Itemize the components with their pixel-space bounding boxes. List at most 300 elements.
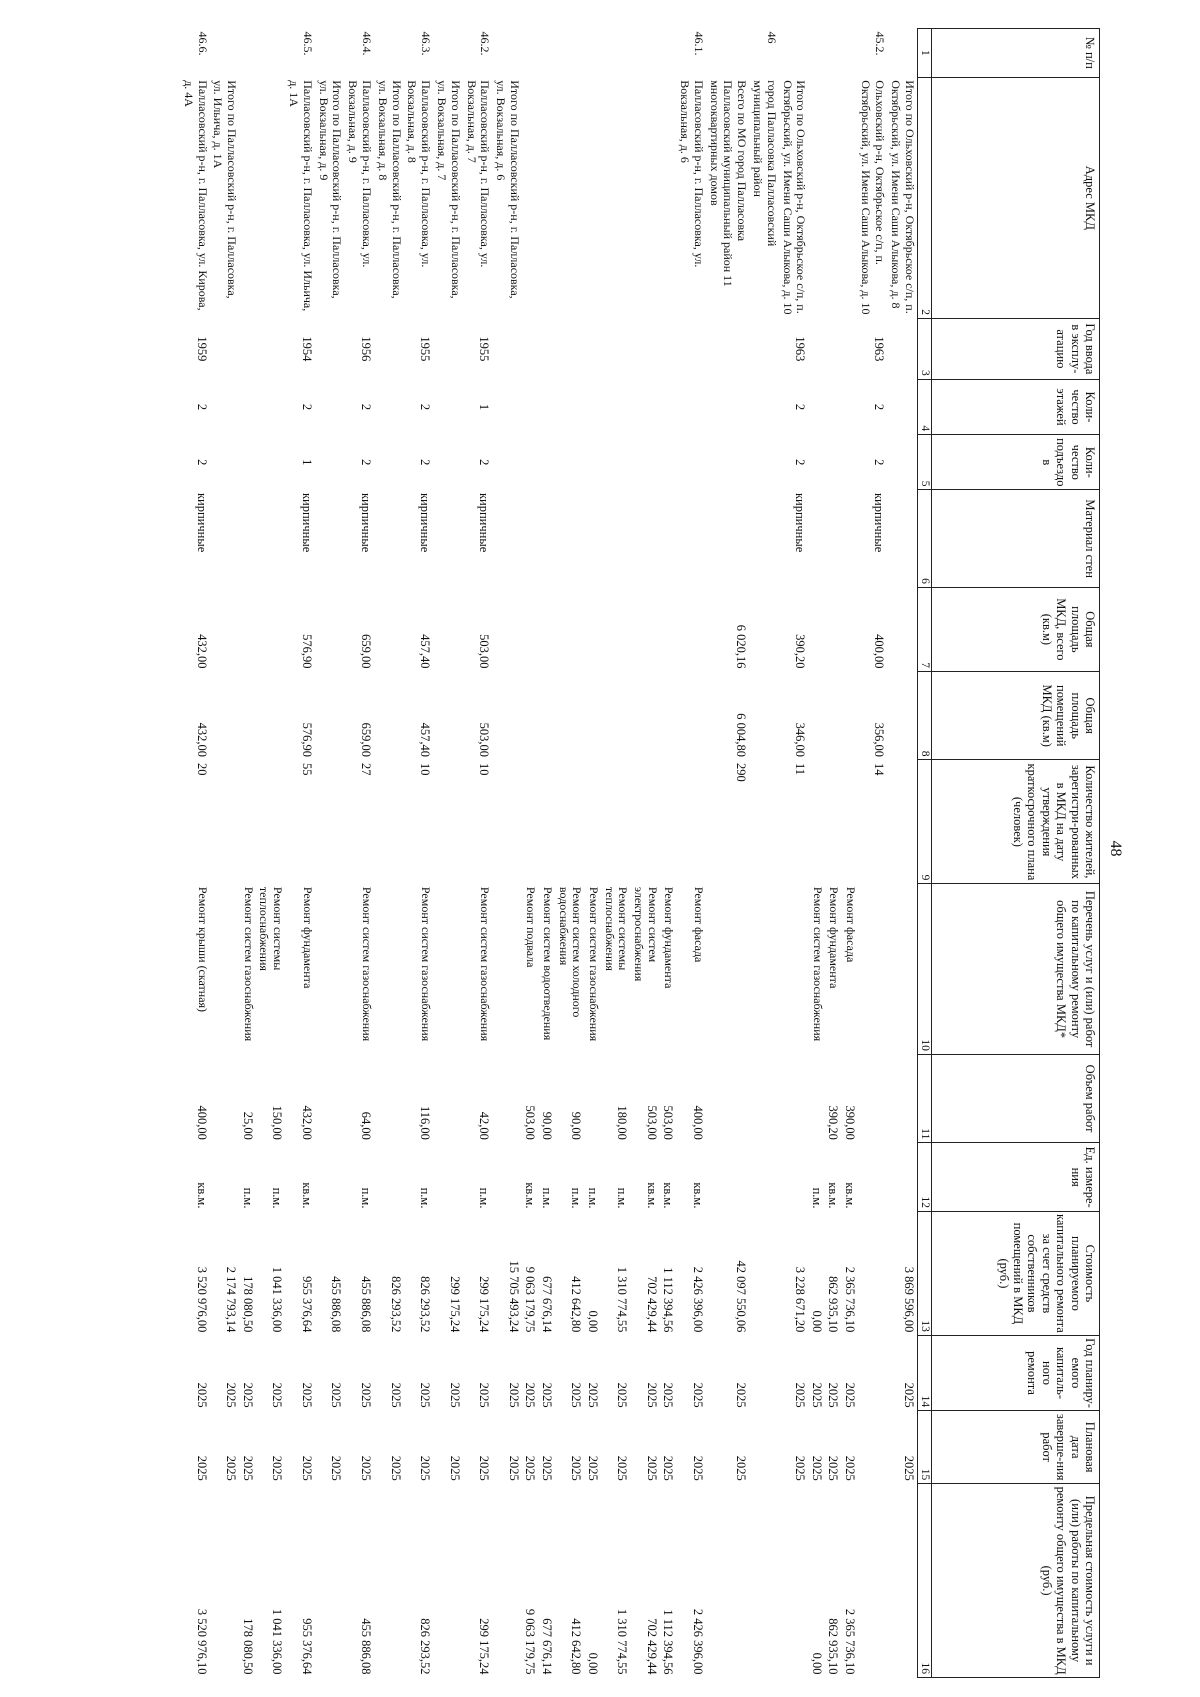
cell-address bbox=[601, 77, 631, 318]
table-row bbox=[315, 29, 345, 1678]
cell-cost: 0,00 bbox=[809, 1310, 824, 1333]
cell-entrances bbox=[433, 435, 463, 490]
cell-floors bbox=[538, 379, 554, 434]
cell-residents bbox=[841, 760, 857, 884]
cell-cost: 955 376,64 bbox=[299, 1276, 314, 1333]
cell-plan-year: 2025 bbox=[826, 1382, 841, 1408]
cell-floors bbox=[601, 379, 631, 434]
cell-material: кирпичные bbox=[299, 492, 314, 553]
cell-year: 1963 bbox=[872, 336, 887, 362]
cell-area-premises bbox=[660, 671, 676, 760]
cell-floors bbox=[584, 379, 600, 434]
cell-cost: 826 293,52 bbox=[388, 1276, 403, 1333]
column-number-1: 1 bbox=[917, 29, 931, 78]
cell-year: 1956 bbox=[359, 336, 374, 362]
cell-material bbox=[315, 490, 345, 587]
cell-plan-year: 2025 bbox=[329, 1382, 344, 1408]
cell-residents bbox=[887, 760, 917, 884]
cell-work-type: Ремонт систем газоснабжения bbox=[419, 886, 434, 1042]
cell-limit: 0,00 bbox=[809, 1652, 824, 1675]
cell-material: кирпичные bbox=[793, 492, 808, 553]
cell-plan-year: 2025 bbox=[809, 1382, 824, 1408]
cell-volume: 503,00 bbox=[644, 1105, 659, 1140]
cell-address bbox=[584, 77, 600, 318]
cell-address bbox=[660, 77, 676, 318]
table-row bbox=[808, 29, 824, 1678]
cell-material bbox=[676, 490, 706, 587]
cell-year bbox=[841, 318, 857, 379]
cell-work-type bbox=[706, 884, 749, 1054]
cell-unit bbox=[706, 1143, 749, 1212]
cell-floors: 2 bbox=[793, 403, 808, 411]
cell-year: 1963 bbox=[793, 336, 808, 362]
cell-cost: 1 310 774,55 bbox=[615, 1266, 630, 1333]
cell-unit: кв.м. bbox=[299, 1182, 314, 1209]
cell-material: кирпичные bbox=[477, 492, 492, 553]
cell-area-total bbox=[601, 587, 631, 671]
column-number-8: 8 bbox=[917, 671, 931, 760]
cell-material bbox=[538, 490, 554, 587]
column-number-10: 10 bbox=[917, 884, 931, 1054]
cell-plan-year: 2025 bbox=[901, 1382, 916, 1408]
table-row bbox=[433, 29, 463, 1678]
cell-floors bbox=[676, 379, 706, 434]
cell-volume: 390,00 bbox=[842, 1105, 857, 1140]
cell-address: Палласовский р-н, г. Палласовка, ул. Вокзальная, д. 6 bbox=[678, 80, 706, 268]
cell-plan-year: 2025 bbox=[734, 1382, 749, 1408]
column-header-15: Плановая дата заверше-ния работ bbox=[932, 1411, 1100, 1484]
cell-residents bbox=[433, 760, 463, 884]
cell-cost: 3 520 976,00 bbox=[194, 1266, 209, 1333]
column-number-15: 15 bbox=[917, 1411, 931, 1484]
cell-limit: 1 310 774,55 bbox=[615, 1608, 630, 1675]
cell-plan-year: 2025 bbox=[569, 1382, 584, 1408]
cell-plan-year: 2025 bbox=[447, 1382, 462, 1408]
table-row bbox=[522, 29, 538, 1678]
cell-volume: 90,00 bbox=[569, 1111, 584, 1140]
cell-floors bbox=[808, 379, 824, 434]
cell-num bbox=[538, 29, 554, 78]
column-number-13: 13 bbox=[917, 1211, 931, 1335]
cell-address: Итого по Палласовский р-н, г. Палласовка, ул. Вокзальная, д. 6 bbox=[494, 80, 523, 299]
cell-num bbox=[256, 29, 286, 78]
cell-area-total bbox=[492, 587, 522, 671]
cell-plan-year: 2025 bbox=[523, 1382, 538, 1408]
cell-limit: 955 376,64 bbox=[299, 1618, 314, 1675]
cell-end-year: 2025 bbox=[901, 1455, 916, 1481]
cell-work-type bbox=[779, 884, 809, 1054]
cell-address: город Палласовка Палласовский муниципальный район bbox=[751, 80, 779, 247]
cell-work-type: Ремонт фундамента bbox=[827, 886, 842, 989]
cell-year bbox=[315, 318, 345, 379]
cell-work-type: Ремонт систем холодного водоснабжения bbox=[556, 886, 585, 1018]
cell-area-total: 432,00 bbox=[194, 634, 209, 669]
cell-work-type: Ремонт систем газоснабжения bbox=[586, 886, 601, 1042]
cell-entrances bbox=[706, 435, 749, 490]
cell-work-type: Ремонт систем газоснабжения bbox=[810, 886, 825, 1042]
cell-end-year: 2025 bbox=[826, 1455, 841, 1481]
cell-unit: кв.м. bbox=[826, 1182, 841, 1209]
cell-year bbox=[749, 318, 779, 379]
cell-volume: 25,00 bbox=[240, 1111, 255, 1140]
column-number-9: 9 bbox=[917, 760, 931, 884]
cell-floors: 2 bbox=[359, 403, 374, 411]
cell-plan-year: 2025 bbox=[194, 1382, 209, 1408]
cell-work-type: Ремонт системы теплоснабжения bbox=[257, 886, 286, 971]
cell-area-total bbox=[808, 587, 824, 671]
table-row bbox=[749, 29, 779, 1678]
cell-entrances bbox=[676, 435, 706, 490]
cell-entrances: 2 bbox=[872, 459, 887, 466]
cell-limit: 862 935,10 bbox=[826, 1618, 841, 1675]
column-header-13: Стоимость планируемого капитального ремонта за счет средств собственников помещений в МКД (руб.) bbox=[932, 1211, 1100, 1335]
cell-floors bbox=[315, 379, 345, 434]
cell-area-total bbox=[584, 587, 600, 671]
cell-residents bbox=[584, 760, 600, 884]
cell-entrances bbox=[584, 435, 600, 490]
cell-floors: 2 bbox=[872, 403, 887, 411]
cell-unit: п.м. bbox=[539, 1187, 554, 1209]
cell-limit bbox=[374, 1484, 404, 1678]
cell-limit: 702 429,44 bbox=[644, 1618, 659, 1675]
cell-work-type bbox=[315, 884, 345, 1054]
cell-residents bbox=[256, 760, 286, 884]
cell-work-type bbox=[433, 884, 463, 1054]
cell-area-total bbox=[522, 587, 538, 671]
cell-year bbox=[210, 318, 240, 379]
cell-volume bbox=[433, 1054, 463, 1143]
column-header-12: Ед. измере-ния bbox=[932, 1143, 1100, 1212]
cell-end-year: 2025 bbox=[539, 1455, 554, 1481]
cell-area-premises bbox=[239, 671, 255, 760]
cell-work-type: Ремонт фундамента bbox=[300, 886, 315, 989]
cell-unit bbox=[492, 1143, 522, 1212]
column-number-14: 14 bbox=[917, 1335, 931, 1410]
cell-year bbox=[433, 318, 463, 379]
cell-unit: кв.м. bbox=[644, 1182, 659, 1209]
cell-plan-year: 2025 bbox=[793, 1382, 808, 1408]
cell-floors bbox=[256, 379, 286, 434]
cell-year bbox=[522, 318, 538, 379]
cell-entrances bbox=[374, 435, 404, 490]
table-row bbox=[660, 29, 676, 1678]
cell-plan-year: 2025 bbox=[359, 1382, 374, 1408]
cell-area-premises bbox=[676, 671, 706, 760]
cell-unit bbox=[858, 1143, 888, 1212]
cell-area-premises: 6 004,80 bbox=[734, 713, 749, 757]
cell-end-year: 2025 bbox=[388, 1455, 403, 1481]
cell-material: кирпичные bbox=[194, 492, 209, 553]
cell-material bbox=[239, 490, 255, 587]
cell-address: Итого по Ольховский р-н, Октябрьское с/п, п. Октябрьский, ул. Имени Саши Алыкова, д. 8 bbox=[888, 80, 917, 314]
cell-volume bbox=[374, 1054, 404, 1143]
cell-address: Палласовский р-н, г. Палласовка, ул. Вокзальная, д. 8 bbox=[405, 80, 434, 268]
cell-unit bbox=[315, 1143, 345, 1212]
cell-floors bbox=[841, 379, 857, 434]
cell-num: 45.2. bbox=[873, 31, 888, 56]
cell-address: Палласовский р-н, г. Палласовка, ул. Вокзальная, д. 7 bbox=[464, 80, 493, 268]
cell-end-year: 2025 bbox=[447, 1455, 462, 1481]
cell-volume: 64,00 bbox=[359, 1111, 374, 1140]
cell-plan-year: 2025 bbox=[270, 1382, 285, 1408]
cell-unit bbox=[779, 1143, 809, 1212]
table-row bbox=[779, 29, 809, 1678]
column-number-7: 7 bbox=[917, 587, 931, 671]
cell-year bbox=[256, 318, 286, 379]
cell-end-year: 2025 bbox=[734, 1455, 749, 1481]
cell-volume: 390,20 bbox=[826, 1105, 841, 1140]
table-row bbox=[841, 29, 857, 1678]
cell-address: Ольховский р-н, Октябрьское с/п, п. Октябрьский, ул. Имени Саши Алыкова, д. 10 bbox=[859, 80, 888, 315]
cell-residents bbox=[749, 760, 779, 884]
cell-work-type: Ремонт систем электроснабжения bbox=[632, 886, 660, 982]
cell-address bbox=[825, 77, 841, 318]
column-number-3: 3 bbox=[917, 318, 931, 379]
cell-area-premises: 346,00 bbox=[793, 722, 808, 757]
table-header bbox=[917, 29, 1099, 1678]
cell-end-year bbox=[858, 1411, 888, 1484]
cell-residents bbox=[538, 760, 554, 884]
cell-entrances bbox=[256, 435, 286, 490]
cell-material bbox=[555, 490, 585, 587]
cell-num bbox=[841, 29, 857, 78]
cell-area-total: 457,40 bbox=[418, 634, 433, 669]
cell-address bbox=[239, 77, 255, 318]
cell-end-year: 2025 bbox=[615, 1455, 630, 1481]
cell-limit bbox=[210, 1484, 240, 1678]
cell-plan-year: 2025 bbox=[644, 1382, 659, 1408]
cell-address: Всего по МО город Палласовка Палласовский муниципальный район 11 многоквартирных домов bbox=[707, 80, 750, 287]
cell-end-year: 2025 bbox=[270, 1455, 285, 1481]
cell-end-year: 2025 bbox=[418, 1455, 433, 1481]
cell-area-premises bbox=[749, 671, 779, 760]
column-number-4: 4 bbox=[917, 379, 931, 434]
cell-area-total bbox=[749, 587, 779, 671]
cell-volume: 90,00 bbox=[539, 1111, 554, 1140]
cell-residents: 10 bbox=[477, 762, 492, 776]
cell-area-total bbox=[256, 587, 286, 671]
cell-address bbox=[256, 77, 286, 318]
cell-unit: кв.м. bbox=[661, 1182, 676, 1209]
cell-cost: 826 293,52 bbox=[418, 1276, 433, 1333]
capital-repair-table bbox=[180, 28, 1100, 1678]
cell-end-year: 2025 bbox=[299, 1455, 314, 1481]
page-number: 48 bbox=[1107, 840, 1124, 857]
cell-cost: 1 041 336,00 bbox=[270, 1266, 285, 1333]
cell-entrances bbox=[492, 435, 522, 490]
cell-limit: 0,00 bbox=[585, 1652, 600, 1675]
table-row bbox=[706, 29, 749, 1678]
cell-plan-year: 2025 bbox=[585, 1382, 600, 1408]
cell-plan-year: 2025 bbox=[539, 1382, 554, 1408]
table-row bbox=[887, 29, 917, 1678]
cell-year bbox=[538, 318, 554, 379]
cell-area-premises bbox=[555, 671, 585, 760]
cell-area-premises: 432,00 bbox=[194, 722, 209, 757]
cell-work-type: Ремонт фасада bbox=[691, 886, 706, 963]
cell-plan-year: 2025 bbox=[661, 1382, 676, 1408]
cell-end-year: 2025 bbox=[240, 1455, 255, 1481]
cell-cost: 677 676,14 bbox=[539, 1276, 554, 1333]
cell-entrances: 2 bbox=[477, 459, 492, 466]
cell-material bbox=[808, 490, 824, 587]
cell-material bbox=[210, 490, 240, 587]
cell-entrances bbox=[630, 435, 660, 490]
cell-plan-year: 2025 bbox=[690, 1382, 705, 1408]
cell-cost: 299 175,24 bbox=[447, 1276, 462, 1333]
cell-limit: 677 676,14 bbox=[539, 1618, 554, 1675]
cell-unit: кв.м. bbox=[523, 1182, 538, 1209]
cell-work-type: Ремонт крыши (скатная) bbox=[195, 886, 210, 1013]
cell-end-year: 2025 bbox=[194, 1455, 209, 1481]
cell-address: Палласовский р-н, г. Палласовка, ул. Вокзальная, д. 9 bbox=[346, 80, 375, 268]
cell-limit bbox=[433, 1484, 463, 1678]
cell-area-total bbox=[239, 587, 255, 671]
cell-residents bbox=[210, 760, 240, 884]
cell-cost: 299 175,24 bbox=[477, 1276, 492, 1333]
cell-limit: 412 642,80 bbox=[569, 1618, 584, 1675]
cell-num bbox=[630, 29, 660, 78]
cell-unit bbox=[749, 1143, 779, 1212]
cell-residents bbox=[492, 760, 522, 884]
table-row bbox=[404, 29, 434, 1678]
cell-area-premises: 659,00 bbox=[359, 722, 374, 757]
cell-num bbox=[433, 29, 463, 78]
cell-num bbox=[584, 29, 600, 78]
cell-num bbox=[706, 29, 749, 78]
cell-cost: 2 365 736,10 bbox=[842, 1266, 857, 1333]
cell-num: 46 bbox=[764, 31, 779, 44]
table-body bbox=[180, 29, 917, 1678]
cell-address bbox=[538, 77, 554, 318]
cell-plan-year: 2025 bbox=[240, 1382, 255, 1408]
column-number-12: 12 bbox=[917, 1143, 931, 1212]
cell-area-premises bbox=[315, 671, 345, 760]
cell-material: кирпичные bbox=[872, 492, 887, 553]
cell-plan-year: 2025 bbox=[615, 1382, 630, 1408]
cell-address: Итого по Палласовский р-н, г. Палласовка, ул. Ильича, д. 1А bbox=[211, 80, 240, 299]
cell-floors bbox=[555, 379, 585, 434]
column-number-2: 2 bbox=[917, 77, 931, 318]
cell-address: Палласовский р-н, г. Палласовка, ул. Ильича, д. 1А bbox=[287, 80, 315, 312]
cell-volume bbox=[858, 1054, 888, 1143]
cell-area-total bbox=[210, 587, 240, 671]
cell-area-premises bbox=[584, 671, 600, 760]
table-row bbox=[180, 29, 210, 1678]
cell-volume bbox=[887, 1054, 917, 1143]
cell-limit bbox=[887, 1484, 917, 1678]
column-number-6: 6 bbox=[917, 490, 931, 587]
cell-residents bbox=[630, 760, 660, 884]
cell-area-premises bbox=[887, 671, 917, 760]
cell-material bbox=[492, 490, 522, 587]
cell-year: 1959 bbox=[194, 336, 209, 362]
cell-unit bbox=[374, 1143, 404, 1212]
cell-residents: 11 bbox=[793, 762, 808, 776]
column-header-6: Материал стен bbox=[932, 490, 1100, 587]
column-header-3: Год ввода в эксплу-атацию bbox=[932, 318, 1100, 379]
cell-num: 46.1. bbox=[691, 31, 706, 56]
cell-material bbox=[584, 490, 600, 587]
column-number-16: 16 bbox=[917, 1484, 931, 1678]
table-row bbox=[601, 29, 631, 1678]
cell-year: 1955 bbox=[418, 336, 433, 362]
cell-work-type bbox=[887, 884, 917, 1054]
cell-floors: 2 bbox=[418, 403, 433, 411]
cell-material bbox=[841, 490, 857, 587]
cell-unit: п.м. bbox=[585, 1187, 600, 1209]
cell-unit: кв.м. bbox=[842, 1182, 857, 1209]
cell-limit: 9 063 179,75 bbox=[523, 1608, 538, 1675]
cell-material bbox=[887, 490, 917, 587]
cell-material: кирпичные bbox=[359, 492, 374, 553]
cell-unit: п.м. bbox=[615, 1187, 630, 1209]
cell-limit bbox=[315, 1484, 345, 1678]
cell-num bbox=[492, 29, 522, 78]
cell-cost: 2 426 396,00 bbox=[690, 1266, 705, 1333]
cell-num bbox=[779, 29, 809, 78]
column-header-7: Общая площадь МКД, всего (кв.м) bbox=[932, 587, 1100, 671]
cell-residents bbox=[660, 760, 676, 884]
cell-cost: 178 080,50 bbox=[240, 1276, 255, 1333]
cell-entrances bbox=[538, 435, 554, 490]
cell-limit: 826 293,52 bbox=[418, 1618, 433, 1675]
cell-work-type: Ремонт систем газоснабжения bbox=[360, 886, 375, 1042]
cell-area-total bbox=[555, 587, 585, 671]
cell-unit bbox=[887, 1143, 917, 1212]
table-row bbox=[492, 29, 522, 1678]
cell-floors bbox=[374, 379, 404, 434]
table-row bbox=[374, 29, 404, 1678]
cell-num bbox=[210, 29, 240, 78]
cell-unit bbox=[210, 1143, 240, 1212]
cell-address bbox=[522, 77, 538, 318]
cell-floors: 2 bbox=[299, 403, 314, 411]
cell-end-year: 2025 bbox=[329, 1455, 344, 1481]
cell-cost: 9 063 179,75 bbox=[523, 1266, 538, 1333]
cell-floors bbox=[522, 379, 538, 434]
cell-volume: 150,00 bbox=[270, 1105, 285, 1140]
cell-volume: 400,00 bbox=[690, 1105, 705, 1140]
cell-volume: 503,00 bbox=[523, 1105, 538, 1140]
cell-entrances bbox=[808, 435, 824, 490]
cell-area-total bbox=[676, 587, 706, 671]
cell-work-type: Ремонт систем газоснабжения bbox=[241, 886, 256, 1042]
cell-limit: 299 175,24 bbox=[477, 1618, 492, 1675]
column-header-10: Перечень услуг и (или) работ по капитальному ремонту общего имущества МКД* bbox=[932, 884, 1100, 1054]
cell-area-total: 400,00 bbox=[872, 634, 887, 669]
cell-num: 46.4. bbox=[360, 31, 375, 56]
cell-cost: 3 869 596,00 bbox=[901, 1266, 916, 1333]
cell-area-premises bbox=[374, 671, 404, 760]
cell-year bbox=[676, 318, 706, 379]
cell-plan-year bbox=[749, 1335, 779, 1410]
cell-entrances bbox=[660, 435, 676, 490]
cell-area-total bbox=[825, 587, 841, 671]
cell-cost: 455 886,08 bbox=[329, 1276, 344, 1333]
table-row bbox=[676, 29, 706, 1678]
cell-limit bbox=[858, 1484, 888, 1678]
cell-area-premises bbox=[522, 671, 538, 760]
cell-work-type: Ремонт подвала bbox=[524, 886, 539, 968]
cell-unit: кв.м. bbox=[194, 1182, 209, 1209]
cell-limit bbox=[779, 1484, 809, 1678]
cell-num: 46.5. bbox=[300, 31, 315, 56]
cell-entrances bbox=[601, 435, 631, 490]
table-row bbox=[285, 29, 315, 1678]
cell-material bbox=[825, 490, 841, 587]
cell-num bbox=[315, 29, 345, 78]
